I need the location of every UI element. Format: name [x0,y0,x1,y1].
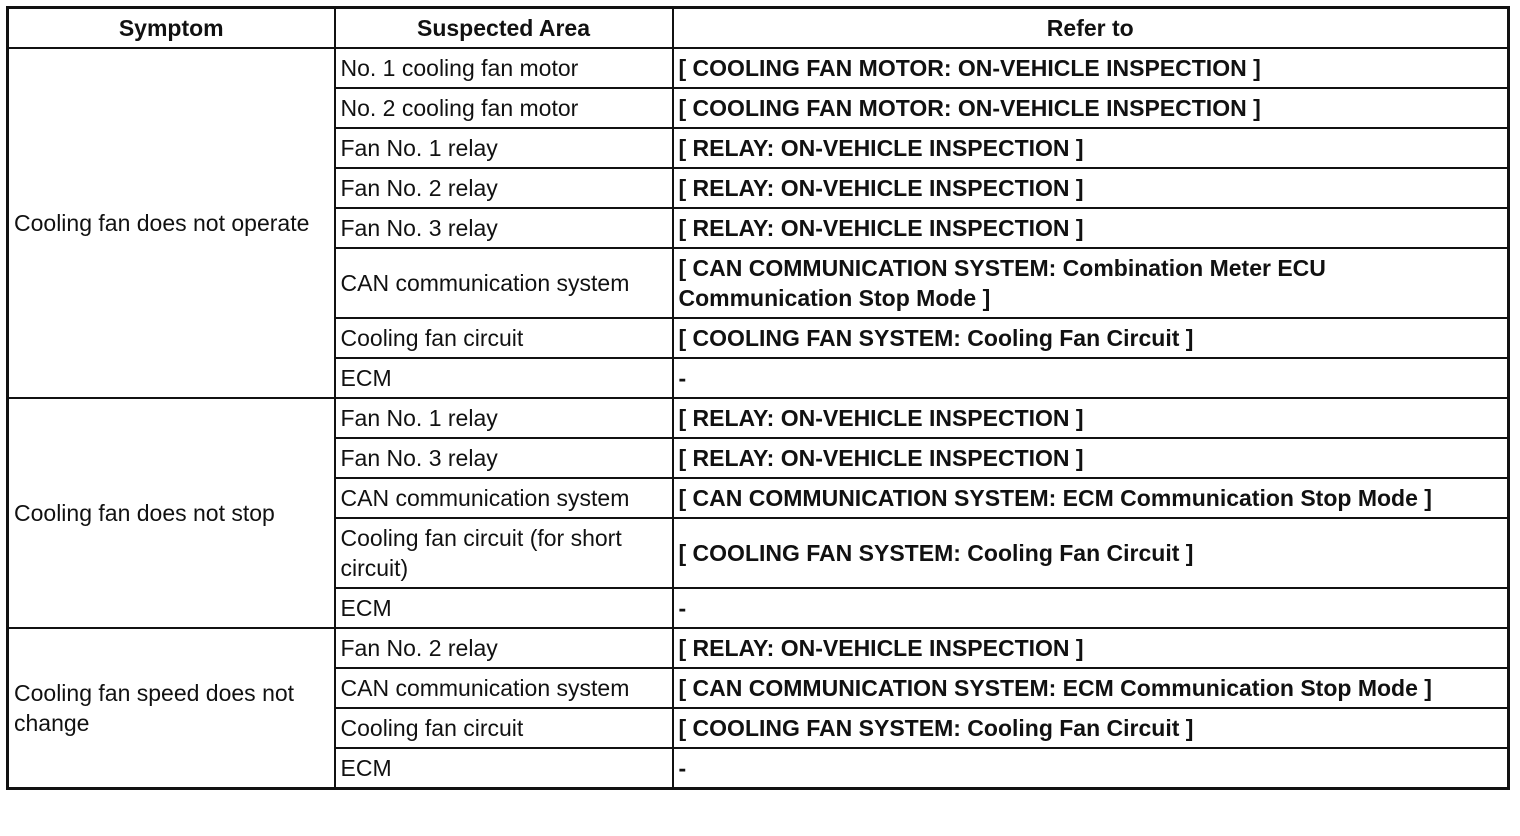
refer-link[interactable]: [ RELAY: ON-VEHICLE INSPECTION ] [673,438,1509,478]
suspected-area-cell: Fan No. 2 relay [335,168,673,208]
troubleshooting-table [6,6,1510,790]
suspected-area-cell: ECM [335,748,673,789]
refer-link[interactable]: [ COOLING FAN MOTOR: ON-VEHICLE INSPECTION ] [673,48,1509,88]
refer-link[interactable]: [ COOLING FAN SYSTEM: Cooling Fan Circuit ] [673,318,1509,358]
refer-link[interactable]: [ RELAY: ON-VEHICLE INSPECTION ] [673,128,1509,168]
refer-link[interactable]: [ CAN COMMUNICATION SYSTEM: Combination Meter ECU Communication Stop Mode ] [673,248,1509,318]
suspected-area-cell: Fan No. 3 relay [335,208,673,248]
suspected-area-cell: Cooling fan circuit [335,318,673,358]
header-symptom: Symptom [8,8,335,49]
refer-link[interactable]: [ CAN COMMUNICATION SYSTEM: ECM Communication Stop Mode ] [673,668,1509,708]
suspected-area-cell: Fan No. 2 relay [335,628,673,668]
table-row [8,628,1509,668]
symptom-cell: Cooling fan does not operate [8,48,335,398]
table-row [8,398,1509,438]
suspected-area-cell: Cooling fan circuit [335,708,673,748]
refer-link[interactable]: [ RELAY: ON-VEHICLE INSPECTION ] [673,628,1509,668]
refer-link[interactable]: [ COOLING FAN SYSTEM: Cooling Fan Circuit ] [673,708,1509,748]
refer-link[interactable]: [ COOLING FAN SYSTEM: Cooling Fan Circuit ] [673,518,1509,588]
refer-dash: - [673,358,1509,398]
suspected-area-cell: Cooling fan circuit (for short circuit) [335,518,673,588]
suspected-area-cell: Fan No. 1 relay [335,128,673,168]
suspected-area-cell: ECM [335,588,673,628]
refer-link[interactable]: [ CAN COMMUNICATION SYSTEM: ECM Communication Stop Mode ] [673,478,1509,518]
suspected-area-cell: Fan No. 3 relay [335,438,673,478]
symptom-cell: Cooling fan does not stop [8,398,335,628]
symptom-cell: Cooling fan speed does not change [8,628,335,789]
refer-link[interactable]: [ RELAY: ON-VEHICLE INSPECTION ] [673,168,1509,208]
refer-link[interactable]: [ COOLING FAN MOTOR: ON-VEHICLE INSPECTION ] [673,88,1509,128]
header-row [8,8,1509,49]
suspected-area-cell: No. 2 cooling fan motor [335,88,673,128]
suspected-area-cell: No. 1 cooling fan motor [335,48,673,88]
header-refer-to: Refer to [673,8,1509,49]
suspected-area-cell: CAN communication system [335,248,673,318]
refer-dash: - [673,588,1509,628]
refer-link[interactable]: [ RELAY: ON-VEHICLE INSPECTION ] [673,208,1509,248]
refer-link[interactable]: [ RELAY: ON-VEHICLE INSPECTION ] [673,398,1509,438]
header-suspected-area: Suspected Area [335,8,673,49]
suspected-area-cell: CAN communication system [335,668,673,708]
table-row [8,48,1509,88]
suspected-area-cell: CAN communication system [335,478,673,518]
suspected-area-cell: Fan No. 1 relay [335,398,673,438]
suspected-area-cell: ECM [335,358,673,398]
refer-dash: - [673,748,1509,789]
